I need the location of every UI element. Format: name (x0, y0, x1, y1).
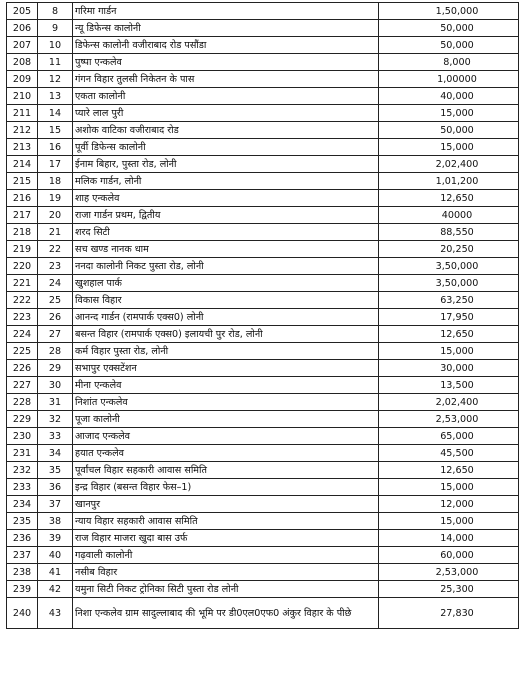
amount-cell: 45,500 (379, 445, 519, 462)
colony-name-cell: न्याय विहार सहकारी आवास समिति (73, 513, 379, 530)
amount-cell: 2,53,000 (379, 411, 519, 428)
table-row (7, 37, 519, 54)
serial-number-cell: 209 (7, 71, 38, 88)
amount-cell: 40000 (379, 207, 519, 224)
colony-name-cell: गंगन विहार तुलसी निकेतन के पास (73, 71, 379, 88)
item-number-cell: 9 (38, 20, 73, 37)
item-number-cell: 35 (38, 462, 73, 479)
colony-name-cell: पुष्पा एन्कलेव (73, 54, 379, 71)
serial-number-cell: 217 (7, 207, 38, 224)
colony-name-cell: पूर्वांचल विहार सहकारी आवास समिति (73, 462, 379, 479)
serial-number-cell: 228 (7, 394, 38, 411)
serial-number-cell: 225 (7, 343, 38, 360)
colony-name-cell: गरिमा गार्डन (73, 3, 379, 20)
colony-name-cell: यमुना सिटी निकट ट्रोनिका सिटी पुस्ता रोड लोनी (73, 581, 379, 598)
item-number-cell: 28 (38, 343, 73, 360)
item-number-cell: 34 (38, 445, 73, 462)
colony-name-cell: खुशहाल पार्क (73, 275, 379, 292)
serial-number-cell: 213 (7, 139, 38, 156)
serial-number-cell: 208 (7, 54, 38, 71)
item-number-cell: 12 (38, 71, 73, 88)
amount-cell: 2,02,400 (379, 156, 519, 173)
item-number-cell: 40 (38, 547, 73, 564)
table-row (7, 360, 519, 377)
amount-cell: 27,830 (379, 598, 519, 629)
colony-name-cell: शाह एन्कलेव (73, 190, 379, 207)
table-body (7, 3, 519, 629)
colony-name-cell: अशोक वाटिका वजीराबाद रोड (73, 122, 379, 139)
table-row (7, 275, 519, 292)
serial-number-cell: 212 (7, 122, 38, 139)
item-number-cell: 37 (38, 496, 73, 513)
table-row (7, 156, 519, 173)
serial-number-cell: 239 (7, 581, 38, 598)
serial-number-cell: 206 (7, 20, 38, 37)
amount-cell: 15,000 (379, 479, 519, 496)
amount-cell: 2,02,400 (379, 394, 519, 411)
serial-number-cell: 234 (7, 496, 38, 513)
item-number-cell: 42 (38, 581, 73, 598)
amount-cell: 8,000 (379, 54, 519, 71)
serial-number-cell: 238 (7, 564, 38, 581)
table-row (7, 411, 519, 428)
item-number-cell: 36 (38, 479, 73, 496)
item-number-cell: 18 (38, 173, 73, 190)
item-number-cell: 30 (38, 377, 73, 394)
colony-name-cell: मलिक गार्डन, लोनी (73, 173, 379, 190)
table-row (7, 598, 519, 629)
colony-name-cell: सभापुर एक्सटेंशन (73, 360, 379, 377)
colony-name-cell: ईनाम बिहार, पुस्ता रोड, लोनी (73, 156, 379, 173)
amount-cell: 3,50,000 (379, 258, 519, 275)
serial-number-cell: 215 (7, 173, 38, 190)
item-number-cell: 19 (38, 190, 73, 207)
serial-number-cell: 216 (7, 190, 38, 207)
table-row (7, 292, 519, 309)
amount-cell: 40,000 (379, 88, 519, 105)
colony-name-cell: खानपुर (73, 496, 379, 513)
serial-number-cell: 227 (7, 377, 38, 394)
document-sheet (6, 2, 518, 629)
colony-name-cell: राज विहार माजरा खुदा बास उर्फ (73, 530, 379, 547)
serial-number-cell: 230 (7, 428, 38, 445)
serial-number-cell: 237 (7, 547, 38, 564)
serial-number-cell: 222 (7, 292, 38, 309)
table-row (7, 581, 519, 598)
colony-table (6, 2, 519, 629)
table-row (7, 241, 519, 258)
colony-name-cell: डिफेन्स कालोनी वजीराबाद रोड पसौंडा (73, 37, 379, 54)
serial-number-cell: 219 (7, 241, 38, 258)
amount-cell: 25,300 (379, 581, 519, 598)
colony-name-cell: हयात एन्कलेव (73, 445, 379, 462)
item-number-cell: 38 (38, 513, 73, 530)
item-number-cell: 20 (38, 207, 73, 224)
item-number-cell: 17 (38, 156, 73, 173)
item-number-cell: 21 (38, 224, 73, 241)
table-row (7, 139, 519, 156)
serial-number-cell: 220 (7, 258, 38, 275)
item-number-cell: 22 (38, 241, 73, 258)
amount-cell: 60,000 (379, 547, 519, 564)
serial-number-cell: 232 (7, 462, 38, 479)
amount-cell: 14,000 (379, 530, 519, 547)
amount-cell: 20,250 (379, 241, 519, 258)
amount-cell: 12,650 (379, 462, 519, 479)
table-row (7, 20, 519, 37)
amount-cell: 15,000 (379, 343, 519, 360)
amount-cell: 12,000 (379, 496, 519, 513)
item-number-cell: 39 (38, 530, 73, 547)
table-row (7, 54, 519, 71)
item-number-cell: 13 (38, 88, 73, 105)
serial-number-cell: 229 (7, 411, 38, 428)
item-number-cell: 10 (38, 37, 73, 54)
item-number-cell: 15 (38, 122, 73, 139)
item-number-cell: 26 (38, 309, 73, 326)
colony-name-cell: आनन्द गार्डन (रामपार्क एक्स0) लोनी (73, 309, 379, 326)
colony-name-cell: निशा एन्कलेव ग्राम सादुल्लाबाद की भूमि पर डी0एल0एफ0 अंकुर विहार के पीछे (73, 598, 379, 629)
table-row (7, 530, 519, 547)
item-number-cell: 8 (38, 3, 73, 20)
table-row (7, 479, 519, 496)
amount-cell: 2,53,000 (379, 564, 519, 581)
serial-number-cell: 210 (7, 88, 38, 105)
table-row (7, 224, 519, 241)
amount-cell: 12,650 (379, 326, 519, 343)
item-number-cell: 41 (38, 564, 73, 581)
colony-name-cell: नसीब विहार (73, 564, 379, 581)
amount-cell: 15,000 (379, 513, 519, 530)
serial-number-cell: 240 (7, 598, 38, 629)
amount-cell: 15,000 (379, 105, 519, 122)
serial-number-cell: 236 (7, 530, 38, 547)
colony-name-cell: बसन्त विहार (रामपार्क एक्स0) इलायची पुर रोड, लोनी (73, 326, 379, 343)
table-row (7, 564, 519, 581)
table-row (7, 173, 519, 190)
colony-name-cell: गढ़वाली कालोनी (73, 547, 379, 564)
table-row (7, 343, 519, 360)
table-row (7, 190, 519, 207)
table-row (7, 445, 519, 462)
serial-number-cell: 218 (7, 224, 38, 241)
serial-number-cell: 233 (7, 479, 38, 496)
amount-cell: 1,01,200 (379, 173, 519, 190)
colony-name-cell: राजा गार्डन प्रथम, द्वितीय (73, 207, 379, 224)
colony-name-cell: निशांत एन्कलेव (73, 394, 379, 411)
amount-cell: 13,500 (379, 377, 519, 394)
item-number-cell: 11 (38, 54, 73, 71)
item-number-cell: 27 (38, 326, 73, 343)
serial-number-cell: 224 (7, 326, 38, 343)
item-number-cell: 16 (38, 139, 73, 156)
serial-number-cell: 214 (7, 156, 38, 173)
colony-name-cell: न्यू डिफेन्स कालोनी (73, 20, 379, 37)
serial-number-cell: 205 (7, 3, 38, 20)
item-number-cell: 24 (38, 275, 73, 292)
serial-number-cell: 207 (7, 37, 38, 54)
amount-cell: 1,50,000 (379, 3, 519, 20)
colony-name-cell: आजाद एन्कलेव (73, 428, 379, 445)
colony-name-cell: विकास विहार (73, 292, 379, 309)
serial-number-cell: 226 (7, 360, 38, 377)
item-number-cell: 25 (38, 292, 73, 309)
item-number-cell: 23 (38, 258, 73, 275)
colony-name-cell: मीना एन्कलेव (73, 377, 379, 394)
serial-number-cell: 235 (7, 513, 38, 530)
colony-name-cell: ननदा कालोनी निकट पुस्ता रोड, लोनी (73, 258, 379, 275)
amount-cell: 65,000 (379, 428, 519, 445)
table-row (7, 496, 519, 513)
item-number-cell: 14 (38, 105, 73, 122)
serial-number-cell: 223 (7, 309, 38, 326)
item-number-cell: 32 (38, 411, 73, 428)
amount-cell: 12,650 (379, 190, 519, 207)
table-row (7, 258, 519, 275)
amount-cell: 63,250 (379, 292, 519, 309)
colony-name-cell: कर्म विहार पुस्ता रोड, लोनी (73, 343, 379, 360)
table-row (7, 88, 519, 105)
colony-name-cell: पूजा कालोनी (73, 411, 379, 428)
colony-name-cell: शरद सिटी (73, 224, 379, 241)
table-row (7, 207, 519, 224)
table-row (7, 513, 519, 530)
table-row (7, 428, 519, 445)
amount-cell: 1,00000 (379, 71, 519, 88)
table-row (7, 105, 519, 122)
table-row (7, 309, 519, 326)
amount-cell: 50,000 (379, 37, 519, 54)
item-number-cell: 43 (38, 598, 73, 629)
colony-name-cell: पूर्वी डिफेन्स कालोनी (73, 139, 379, 156)
table-row (7, 326, 519, 343)
item-number-cell: 31 (38, 394, 73, 411)
amount-cell: 3,50,000 (379, 275, 519, 292)
amount-cell: 30,000 (379, 360, 519, 377)
table-row (7, 547, 519, 564)
item-number-cell: 33 (38, 428, 73, 445)
amount-cell: 50,000 (379, 20, 519, 37)
table-row (7, 71, 519, 88)
amount-cell: 50,000 (379, 122, 519, 139)
table-row (7, 377, 519, 394)
table-row (7, 3, 519, 20)
table-row (7, 122, 519, 139)
serial-number-cell: 211 (7, 105, 38, 122)
amount-cell: 88,550 (379, 224, 519, 241)
table-row (7, 462, 519, 479)
colony-name-cell: प्यारे लाल पुरी (73, 105, 379, 122)
item-number-cell: 29 (38, 360, 73, 377)
table-row (7, 394, 519, 411)
colony-name-cell: एकता कालोनी (73, 88, 379, 105)
amount-cell: 15,000 (379, 139, 519, 156)
colony-name-cell: इन्द्र विहार (बसन्त विहार फेस–1) (73, 479, 379, 496)
serial-number-cell: 231 (7, 445, 38, 462)
serial-number-cell: 221 (7, 275, 38, 292)
amount-cell: 17,950 (379, 309, 519, 326)
colony-name-cell: सच खण्ड नानक धाम (73, 241, 379, 258)
